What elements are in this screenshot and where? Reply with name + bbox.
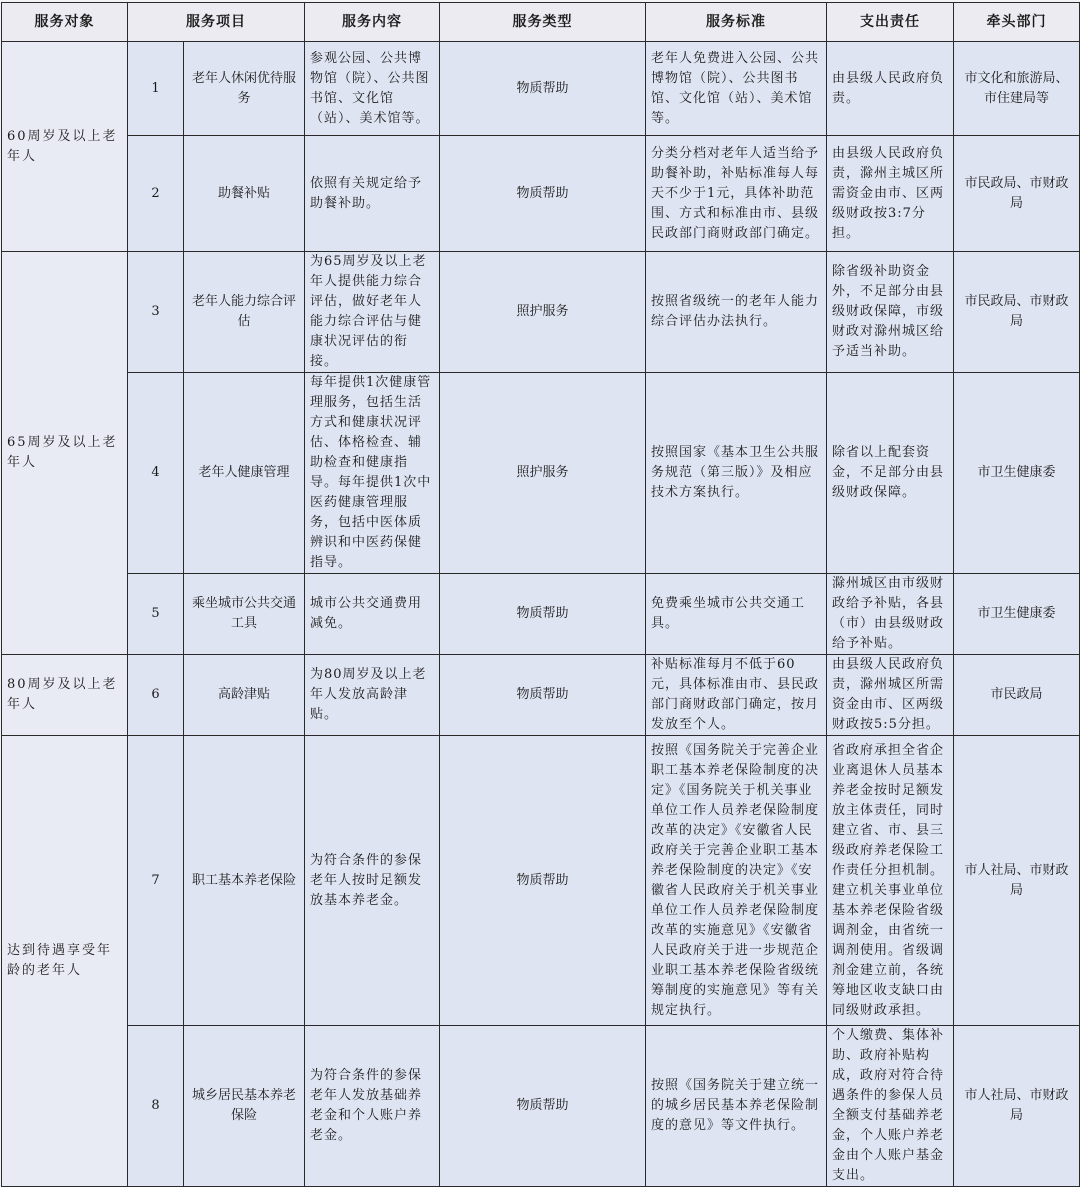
expenditure-responsibility: 除省级补助资金外，不足部分由县级财政保障，市级财政对滁州城区给予适当补助。 xyxy=(827,252,954,373)
lead-department: 市人社局、市财政局 xyxy=(954,736,1080,1026)
expenditure-responsibility: 由县级人民政府负责，滁州主城区所需资金由市、区两级财政按3:7分担。 xyxy=(827,136,954,252)
lead-department: 市民政局、市财政局 xyxy=(954,136,1080,252)
header-target: 服务对象 xyxy=(2,3,128,42)
lead-department: 市民政局、市财政局 xyxy=(954,252,1080,373)
expenditure-responsibility: 省政府承担全省企业离退休人员基本养老金按时足额发放主体责任，同时建立省、市、县三级政府养老保险工作责任分担机制。建立机关事业单位基本养老保险省级调剂金，由省统一调剂使用。省级调剂金建立前，各统筹地区收支缺口由同级财政承担。 xyxy=(827,736,954,1026)
row-number: 2 xyxy=(128,136,184,252)
service-item: 助餐补贴 xyxy=(184,136,305,252)
target-group: 80周岁及以上老年人 xyxy=(2,655,128,736)
row-number: 5 xyxy=(128,574,184,655)
service-standard: 分类分档对老年人适当给予助餐补助，补贴标准每人每天不少于1元，具体补助范围、方式和标准由市、县级民政部门商财政部门确定。 xyxy=(646,136,827,252)
service-standard: 补贴标准每月不低于60元，具体标准由市、县民政部门商财政部门确定，按月发放至个人。 xyxy=(646,655,827,736)
service-content: 为符合条件的参保老年人按时足额发放基本养老金。 xyxy=(305,736,440,1026)
header-content: 服务内容 xyxy=(305,3,440,42)
service-type: 物质帮助 xyxy=(440,42,646,136)
service-item: 老年人健康管理 xyxy=(184,373,305,574)
expenditure-responsibility: 除省以上配套资金，不足部分由县级财政保障。 xyxy=(827,373,954,574)
service-item: 老年人能力综合评估 xyxy=(184,252,305,373)
header-responsibility: 支出责任 xyxy=(827,3,954,42)
service-standard: 按照国家《基本卫生公共服务规范（第三版）》及相应技术方案执行。 xyxy=(646,373,827,574)
row-number: 4 xyxy=(128,373,184,574)
lead-department: 市人社局、市财政局 xyxy=(954,1026,1080,1187)
target-group: 65周岁及以上老年人 xyxy=(2,252,128,655)
header-standard: 服务标准 xyxy=(646,3,827,42)
lead-department: 市卫生健康委 xyxy=(954,373,1080,574)
service-item: 老年人休闲优待服务 xyxy=(184,42,305,136)
row-number: 3 xyxy=(128,252,184,373)
service-item: 职工基本养老保险 xyxy=(184,736,305,1026)
service-content: 每年提供1次健康管理服务，包括生活方式和健康状况评估、体格检查、辅助检查和健康指导。每年提供1次中医药健康管理服务，包括中医体质辨识和中医药保健指导。 xyxy=(305,373,440,574)
service-content: 参观公园、公共博物馆（院）、公共图书馆、文化馆（站）、美术馆等。 xyxy=(305,42,440,136)
service-type: 物质帮助 xyxy=(440,574,646,655)
service-type: 照护服务 xyxy=(440,252,646,373)
service-content: 城市公共交通费用减免。 xyxy=(305,574,440,655)
expenditure-responsibility: 由县级人民政府负责。 xyxy=(827,42,954,136)
service-content: 为80周岁及以上老年人发放高龄津贴。 xyxy=(305,655,440,736)
service-type: 物质帮助 xyxy=(440,655,646,736)
row-number: 8 xyxy=(128,1026,184,1187)
lead-department: 市民政局 xyxy=(954,655,1080,736)
table-row xyxy=(2,1026,1080,1187)
service-standard: 按照省级统一的老年人能力综合评估办法执行。 xyxy=(646,252,827,373)
lead-department: 市卫生健康委 xyxy=(954,574,1080,655)
service-type: 照护服务 xyxy=(440,373,646,574)
expenditure-responsibility: 个人缴费、集体补助、政府补贴构成，政府对符合待遇条件的参保人员全额支付基础养老金，个人账户养老金由个人账户基金支出。 xyxy=(827,1026,954,1187)
header-dept: 牵头部门 xyxy=(954,3,1080,42)
service-type: 物质帮助 xyxy=(440,136,646,252)
service-content: 为符合条件的参保老年人发放基础养老金和个人账户养老金。 xyxy=(305,1026,440,1187)
table-row xyxy=(2,373,1080,574)
expenditure-responsibility: 由县级人民政府负责，滁州城区所需资金由市、区两级财政按5:5分担。 xyxy=(827,655,954,736)
table-row xyxy=(2,655,1080,736)
table-row xyxy=(2,42,1080,136)
table-row xyxy=(2,252,1080,373)
target-group: 达到待遇享受年龄的老年人 xyxy=(2,736,128,1187)
service-content: 依照有关规定给予助餐补助。 xyxy=(305,136,440,252)
expenditure-responsibility: 滁州城区由市级财政给予补贴，各县（市）由县级财政给予补贴。 xyxy=(827,574,954,655)
service-type: 物质帮助 xyxy=(440,1026,646,1187)
table-row xyxy=(2,736,1080,1026)
service-type: 物质帮助 xyxy=(440,736,646,1026)
header-item: 服务项目 xyxy=(128,3,305,42)
service-standard: 老年人免费进入公园、公共博物馆（院）、公共图书馆、文化馆（站）、美术馆等。 xyxy=(646,42,827,136)
service-item: 城乡居民基本养老保险 xyxy=(184,1026,305,1187)
service-standard: 免费乘坐城市公共交通工具。 xyxy=(646,574,827,655)
service-item: 高龄津贴 xyxy=(184,655,305,736)
service-standard: 按照《国务院关于完善企业职工基本养老保险制度的决定》《国务院关于机关事业单位工作人员养老保险制度改革的决定》《安徽省人民政府关于完善企业职工基本养老保险制度的决定》《安徽省人民政府关于机关事业单位工作人员养老保险制度改革的实施意见》《安徽省人民政府关于进一步规范企业职工基本养老保险省级统筹制度的实施意见》等有关规定执行。 xyxy=(646,736,827,1026)
row-number: 1 xyxy=(128,42,184,136)
table-row xyxy=(2,574,1080,655)
lead-department: 市文化和旅游局、市住建局等 xyxy=(954,42,1080,136)
target-group: 60周岁及以上老年人 xyxy=(2,42,128,252)
table-row xyxy=(2,136,1080,252)
row-number: 6 xyxy=(128,655,184,736)
service-content: 为65周岁及以上老年人提供能力综合评估，做好老年人能力综合评估与健康状况评估的衔接。 xyxy=(305,252,440,373)
service-standard: 按照《国务院关于建立统一的城乡居民基本养老保险制度的意见》等文件执行。 xyxy=(646,1026,827,1187)
table-header-row xyxy=(2,3,1080,42)
service-item: 乘坐城市公共交通工具 xyxy=(184,574,305,655)
row-number: 7 xyxy=(128,736,184,1026)
header-type: 服务类型 xyxy=(440,3,646,42)
service-table xyxy=(1,2,1080,1187)
